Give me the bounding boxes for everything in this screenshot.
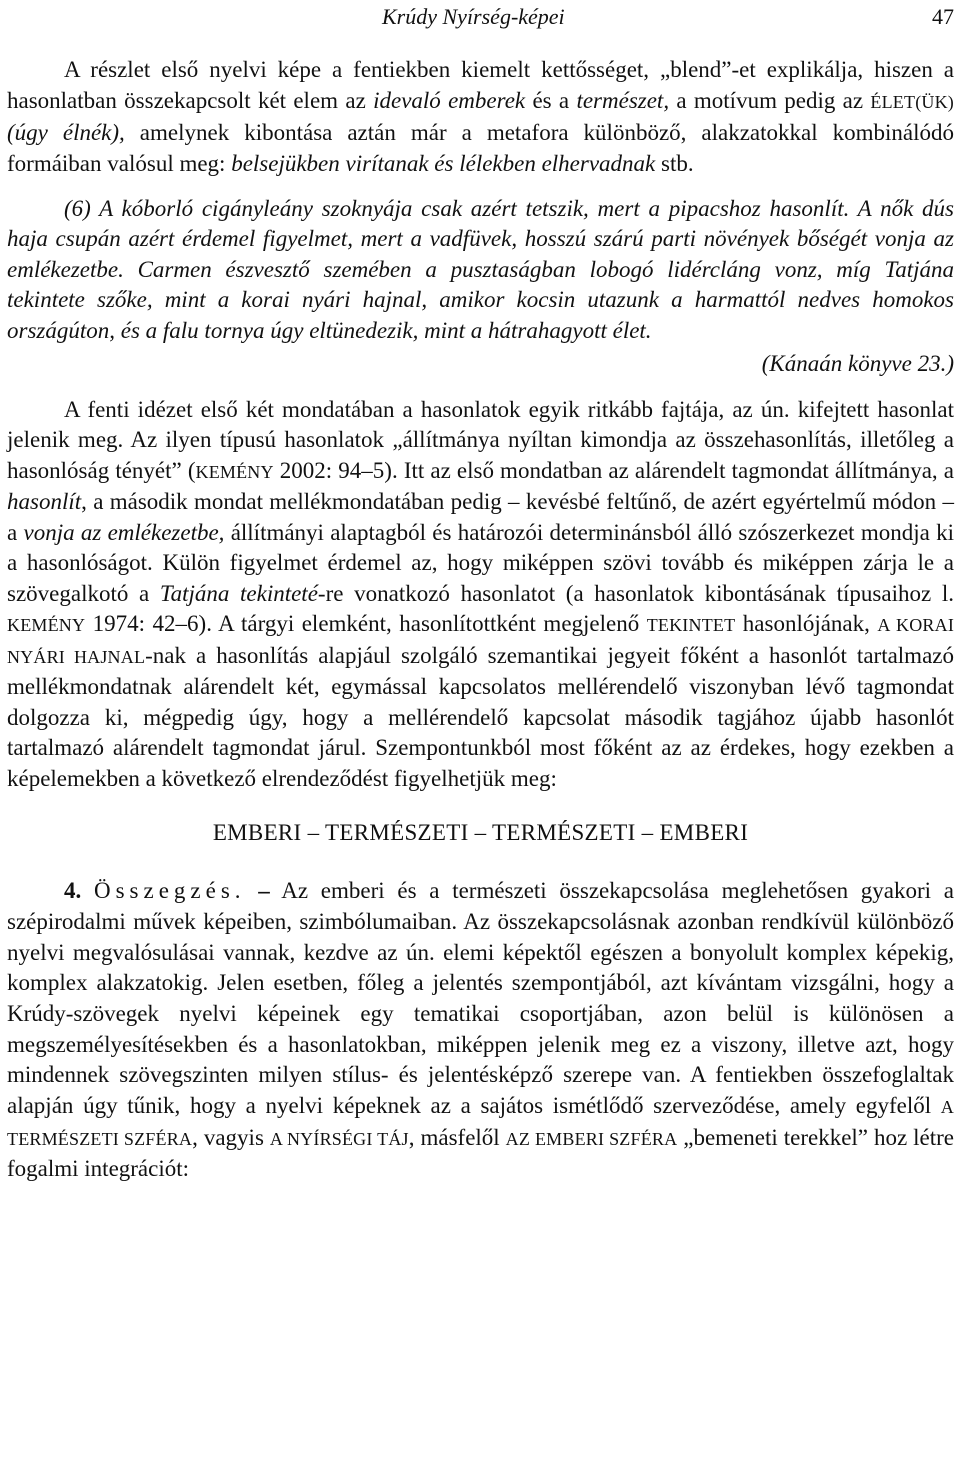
text-run: amelynek kibontása aztán már a metafora különböző, alakzatokkal kombinálódó formáiban valósul meg: — [7, 119, 954, 176]
page-header — [0, 2, 960, 36]
small-caps-run: A TERMÉSZETI SZFÉRA — [7, 1097, 954, 1149]
text-run: 2002: 94–5). Itt az első mondatban az alárendelt tagmondat állítmánya, a — [273, 457, 954, 483]
running-title: Krúdy Nyírség-képei — [382, 4, 565, 29]
section-heading: Összegzés. — [93, 878, 246, 904]
text-run: a motívum pedig az — [669, 87, 871, 113]
section-number: 4. — [64, 878, 82, 904]
small-caps-run: KEMÉNY — [195, 461, 274, 482]
quote-text: (6) A kóborló cigányleány szoknyája csak azért tetszik, mert a pipacshoz hasonlít. A nők dús haja csupán azért érdemel figyelmet, mert a vadfüvek, hosszú szárú parti növények bőségét vonja az emlékezetbe. Carmen észvesztő szemében a pusztaságban lobogó lidércláng vonz, míg Tatjána tekintete szőke, mint a korai nyári hajnal, amikor kocsin utazunk a harmattól nedves homokos országúton, és a falu tornya úgy eltünedezik, mint a hátrahagyott élet. — [7, 195, 954, 343]
text-run: Az emberi és a természeti összekapcsolása meglehetősen gyakori a szépirodalmi művek képeiben, szimbólumaiban. Az összekapcsolásnak azonban rendkívül különböző nyelvi megvalósulásai vannak, kezdve az ún. elemi képektől egészen a bonyolult komplex képekig, komplex alakzatokig. Jelen esetben, főleg a jelentés szempontjából, azt kívántam vizsgálni, hogy a Krúdy-szövegek nyelvi képeinek egy tematikai csoportjában, azon belül is különösen a megszemélyesítésekben és a hasonlatokban, miképpen jelenik meg ez a viszony, illetve azt, hogy mindennek szövegszinten milyen stílus- és jelentésképző szerepe van. A fentiekben összefoglaltak alapján úgy tűnik, hogy a nyelvi képeknek az a sajátos ismétlődő szerveződése, amely egyfelől — [7, 878, 954, 1119]
text-run: -re vonatkozó hasonlatot (a hasonlatok kibontásának típusaihoz l. — [317, 580, 954, 606]
italic-run: idevaló emberek — [373, 87, 526, 113]
small-caps-run: ÉLET(ÜK) — [870, 91, 954, 112]
text-run: , vagyis — [192, 1124, 270, 1150]
paragraph-2 — [7, 395, 954, 795]
text-run: , a második mondat mellékmondatában pedig – kevésbé feltűnő, de azért egyértelmű módon – a — [7, 489, 954, 545]
pattern-formula: EMBERI – TERMÉSZETI – TERMÉSZETI – EMBERI — [212, 820, 749, 846]
quote-source: (Kánaán könyve 23.) — [761, 350, 954, 376]
block-quote — [7, 194, 954, 380]
text-run: állítmányi alaptagból és határozói determinánsból álló szószerkezet mondja ki a hasonlóságot. Külön figyelmet érdemel az, hogy miképpen szövi tovább és miképpen zárja le a szövegalkotó a — [7, 519, 954, 606]
text-run: A részlet első nyelvi képe a fentiekben kiemelt kettősséget, „blend”-et explikálja, hiszen a hasonlatban összekapcsolt két elem az — [7, 57, 954, 113]
small-caps-run: A KORAI NYÁRI HAJNAL — [7, 615, 955, 667]
small-caps-run: A NYÍRSÉGI TÁJ — [269, 1128, 409, 1149]
text-run: -nak a hasonlítás alapjául szolgáló szemantikai jegyeit főként a hasonlót tartalmazó mellékmondatnak alárendelt két, egymással kapcsolatos mellérendelő viszonyban lévő tagmondat dolgozza ki, mégpedig úgy, hogy a mellérendelő kapcsolat második tagjához újabb hasonlót tartalmazó alárendelt tagmondat járul. Szempontunkból most főként az az érdekes, hogy ezekben a képelemekben a következő elrendeződést figyelhetjük meg: — [7, 642, 954, 791]
page-body — [7, 55, 954, 1185]
text-run: és a — [525, 87, 577, 113]
italic-run: belsejükben virítanak és lélekben elhervadnak — [231, 150, 656, 176]
small-caps-run: AZ EMBERI SZFÉRA — [505, 1128, 678, 1149]
heading-dash: – — [245, 878, 270, 904]
text-run: A fenti idézet első két mondatában a hasonlatok egyik ritkább fajtája, az ún. kifejtett hasonlat jelenik meg. Az ilyen típusú hasonlatok „állítmánya nyíltan kimondja az összehasonlítás, illetőleg a hasonlóság tényét” ( — [7, 396, 954, 483]
italic-run: hasonlít — [7, 489, 82, 515]
text-run: 1974: 42–6). A tárgyi elemként, hasonlítottként megjelenő — [85, 611, 647, 637]
paragraph-3 — [7, 876, 954, 1185]
small-caps-run: TEKINTET — [646, 615, 736, 636]
text-run: stb. — [655, 150, 694, 176]
paragraph-1 — [7, 55, 954, 180]
text-run: „bemeneti terekkel” hoz létre fogalmi integrációt: — [7, 1124, 954, 1182]
text-run: hasonlójának, — [735, 611, 878, 637]
text-run: , másfelől — [408, 1124, 506, 1150]
italic-run: természet, — [576, 87, 670, 113]
italic-run: (úgy élnék), — [7, 119, 125, 145]
italic-run: vonja az emlékezetbe, — [23, 519, 225, 545]
italic-run: Tatjána tekinteté — [159, 580, 318, 606]
page-number: 47 — [932, 4, 954, 29]
small-caps-run: KEMÉNY — [7, 615, 86, 636]
